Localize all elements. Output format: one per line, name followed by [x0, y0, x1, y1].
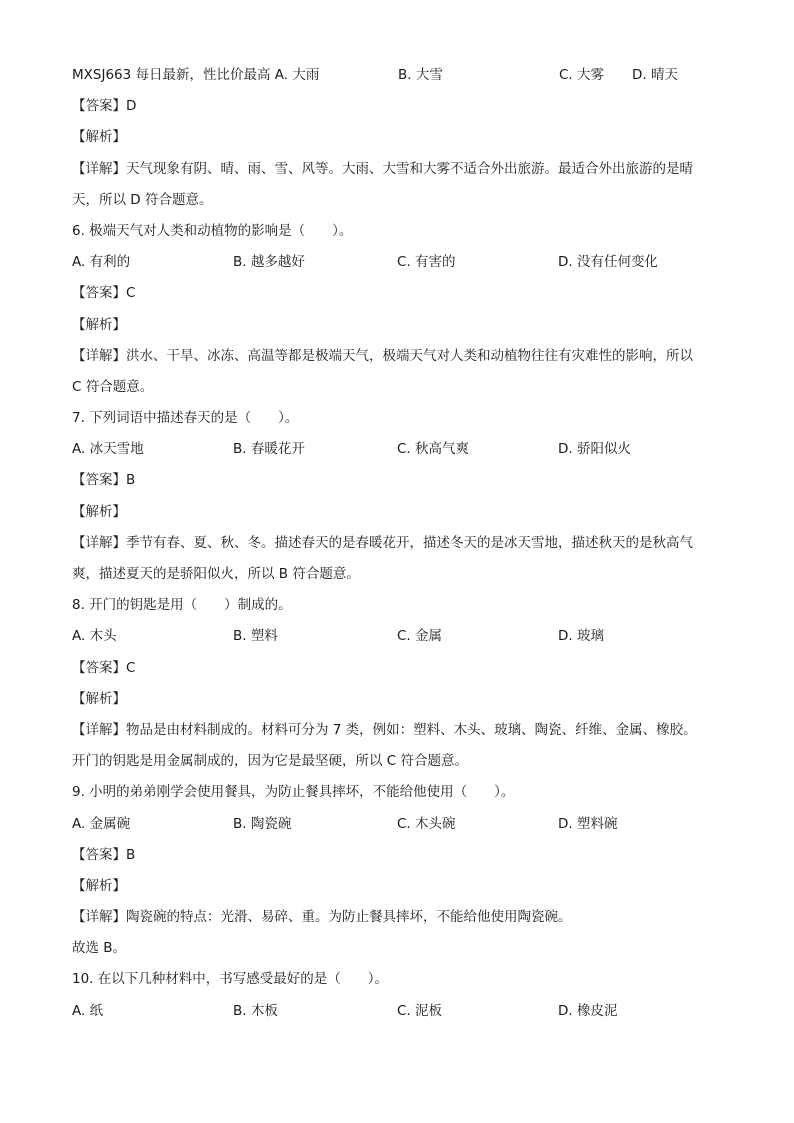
q8-option-a: A. 木头 — [72, 628, 117, 645]
q5-option-b: B. 大雪 — [398, 67, 443, 83]
q9-answer: 【答案】B — [72, 846, 136, 863]
q8-detail-line-2: 开门的钥匙是用金属制成的，因为它是最坚硬，所以 C 符合题意。 — [72, 753, 469, 770]
q8-option-d: D. 玻璃 — [558, 628, 604, 645]
q6-options-row — [72, 247, 722, 278]
q6-answer: 【答案】C — [72, 285, 136, 302]
q5-analysis-label: 【解析】 — [72, 129, 126, 146]
q6-detail-line-1: 【详解】洪水、干旱、冰冻、高温等都是极端天气，极端天气对人类和动植物往往有灾难性的影响，所以 — [72, 347, 693, 364]
q9-option-a: A. 金属碗 — [72, 815, 131, 832]
q10-options-row — [72, 996, 722, 1027]
q10-option-d: D. 橡皮泥 — [558, 1002, 618, 1019]
q9-question: 9. 小明的弟弟刚学会使用餐具，为防止餐具摔坏，不能给他使用（ ）。 — [72, 784, 515, 801]
worksheet-page — [72, 60, 722, 1027]
q8-question: 8. 开门的钥匙是用（ ）制成的。 — [72, 597, 292, 614]
q9-analysis-label: 【解析】 — [72, 877, 126, 894]
q6-option-b: B. 越多越好 — [233, 254, 305, 271]
q8-detail-line-1: 【详解】物品是由材料制成的。材料可分为 7 类，例如：塑料、木头、玻璃、陶瓷、纤维、金属、橡胶。 — [72, 721, 697, 738]
q7-options-row — [72, 434, 722, 465]
q7-answer: 【答案】B — [72, 472, 136, 489]
q7-question: 7. 下列词语中描述春天的是（ ）。 — [72, 410, 299, 427]
q8-answer: 【答案】C — [72, 659, 136, 676]
q10-option-c: C. 泥板 — [397, 1002, 443, 1019]
q6-option-d: D. 没有任何变化 — [558, 254, 658, 271]
q5-detail-line-2: 天，所以 D 符合题意。 — [72, 191, 213, 208]
q6-option-a: A. 有利的 — [72, 254, 131, 271]
q9-option-b: B. 陶瓷碗 — [233, 815, 292, 832]
q7-option-d: D. 骄阳似火 — [558, 441, 631, 458]
q7-option-c: C. 秋高气爽 — [397, 441, 470, 458]
q6-detail-line-2: C 符合题意。 — [72, 378, 154, 395]
q10-option-a: A. 纸 — [72, 1002, 104, 1019]
q9-options-row — [72, 809, 722, 840]
q8-option-c: C. 金属 — [397, 628, 443, 645]
q7-detail-line-2: 爽，描述夏天的是骄阳似火，所以 B 符合题意。 — [72, 566, 360, 582]
q5-options-row — [72, 60, 722, 91]
q8-analysis-label: 【解析】 — [72, 690, 126, 707]
q7-option-a: A. 冰天雪地 — [72, 441, 144, 458]
q5-option-a-with-header: MXSJ663 每日最新，性比价最高 A. 大雨 — [72, 67, 320, 83]
q7-detail-line-1: 【详解】季节有春、夏、秋、冬。描述春天的是春暖花开，描述冬天的是冰天雪地，描述秋天的是秋高气 — [72, 534, 693, 551]
q6-option-c: C. 有害的 — [397, 254, 456, 271]
q10-question: 10. 在以下几种材料中，书写感受最好的是（ ）。 — [72, 971, 389, 988]
q7-analysis-label: 【解析】 — [72, 503, 126, 520]
q9-option-d: D. 塑料碗 — [558, 815, 618, 832]
q5-option-d: D. 晴天 — [632, 67, 678, 83]
q9-option-c: C. 木头碗 — [397, 815, 456, 832]
q9-detail-line-1: 【详解】陶瓷碗的特点：光滑、易碎、重。为防止餐具摔坏，不能给他使用陶瓷碗。 — [72, 909, 572, 926]
q6-analysis-label: 【解析】 — [72, 316, 126, 333]
q10-option-b: B. 木板 — [233, 1002, 278, 1019]
q5-option-c: C. 大雾 — [559, 67, 605, 83]
q7-option-b: B. 春暖花开 — [233, 441, 305, 458]
q8-option-b: B. 塑料 — [233, 628, 278, 645]
q9-detail-line-2: 故选 B。 — [72, 940, 127, 957]
q6-question: 6. 极端天气对人类和动植物的影响是（ ）。 — [72, 222, 353, 239]
q5-detail-line-1: 【详解】天气现象有阴、晴、雨、雪、风等。大雨、大雪和大雾不适合外出旅游。最适合外出旅游的是晴 — [72, 160, 693, 177]
q8-options-row — [72, 621, 722, 652]
q5-answer: 【答案】D — [72, 98, 137, 115]
